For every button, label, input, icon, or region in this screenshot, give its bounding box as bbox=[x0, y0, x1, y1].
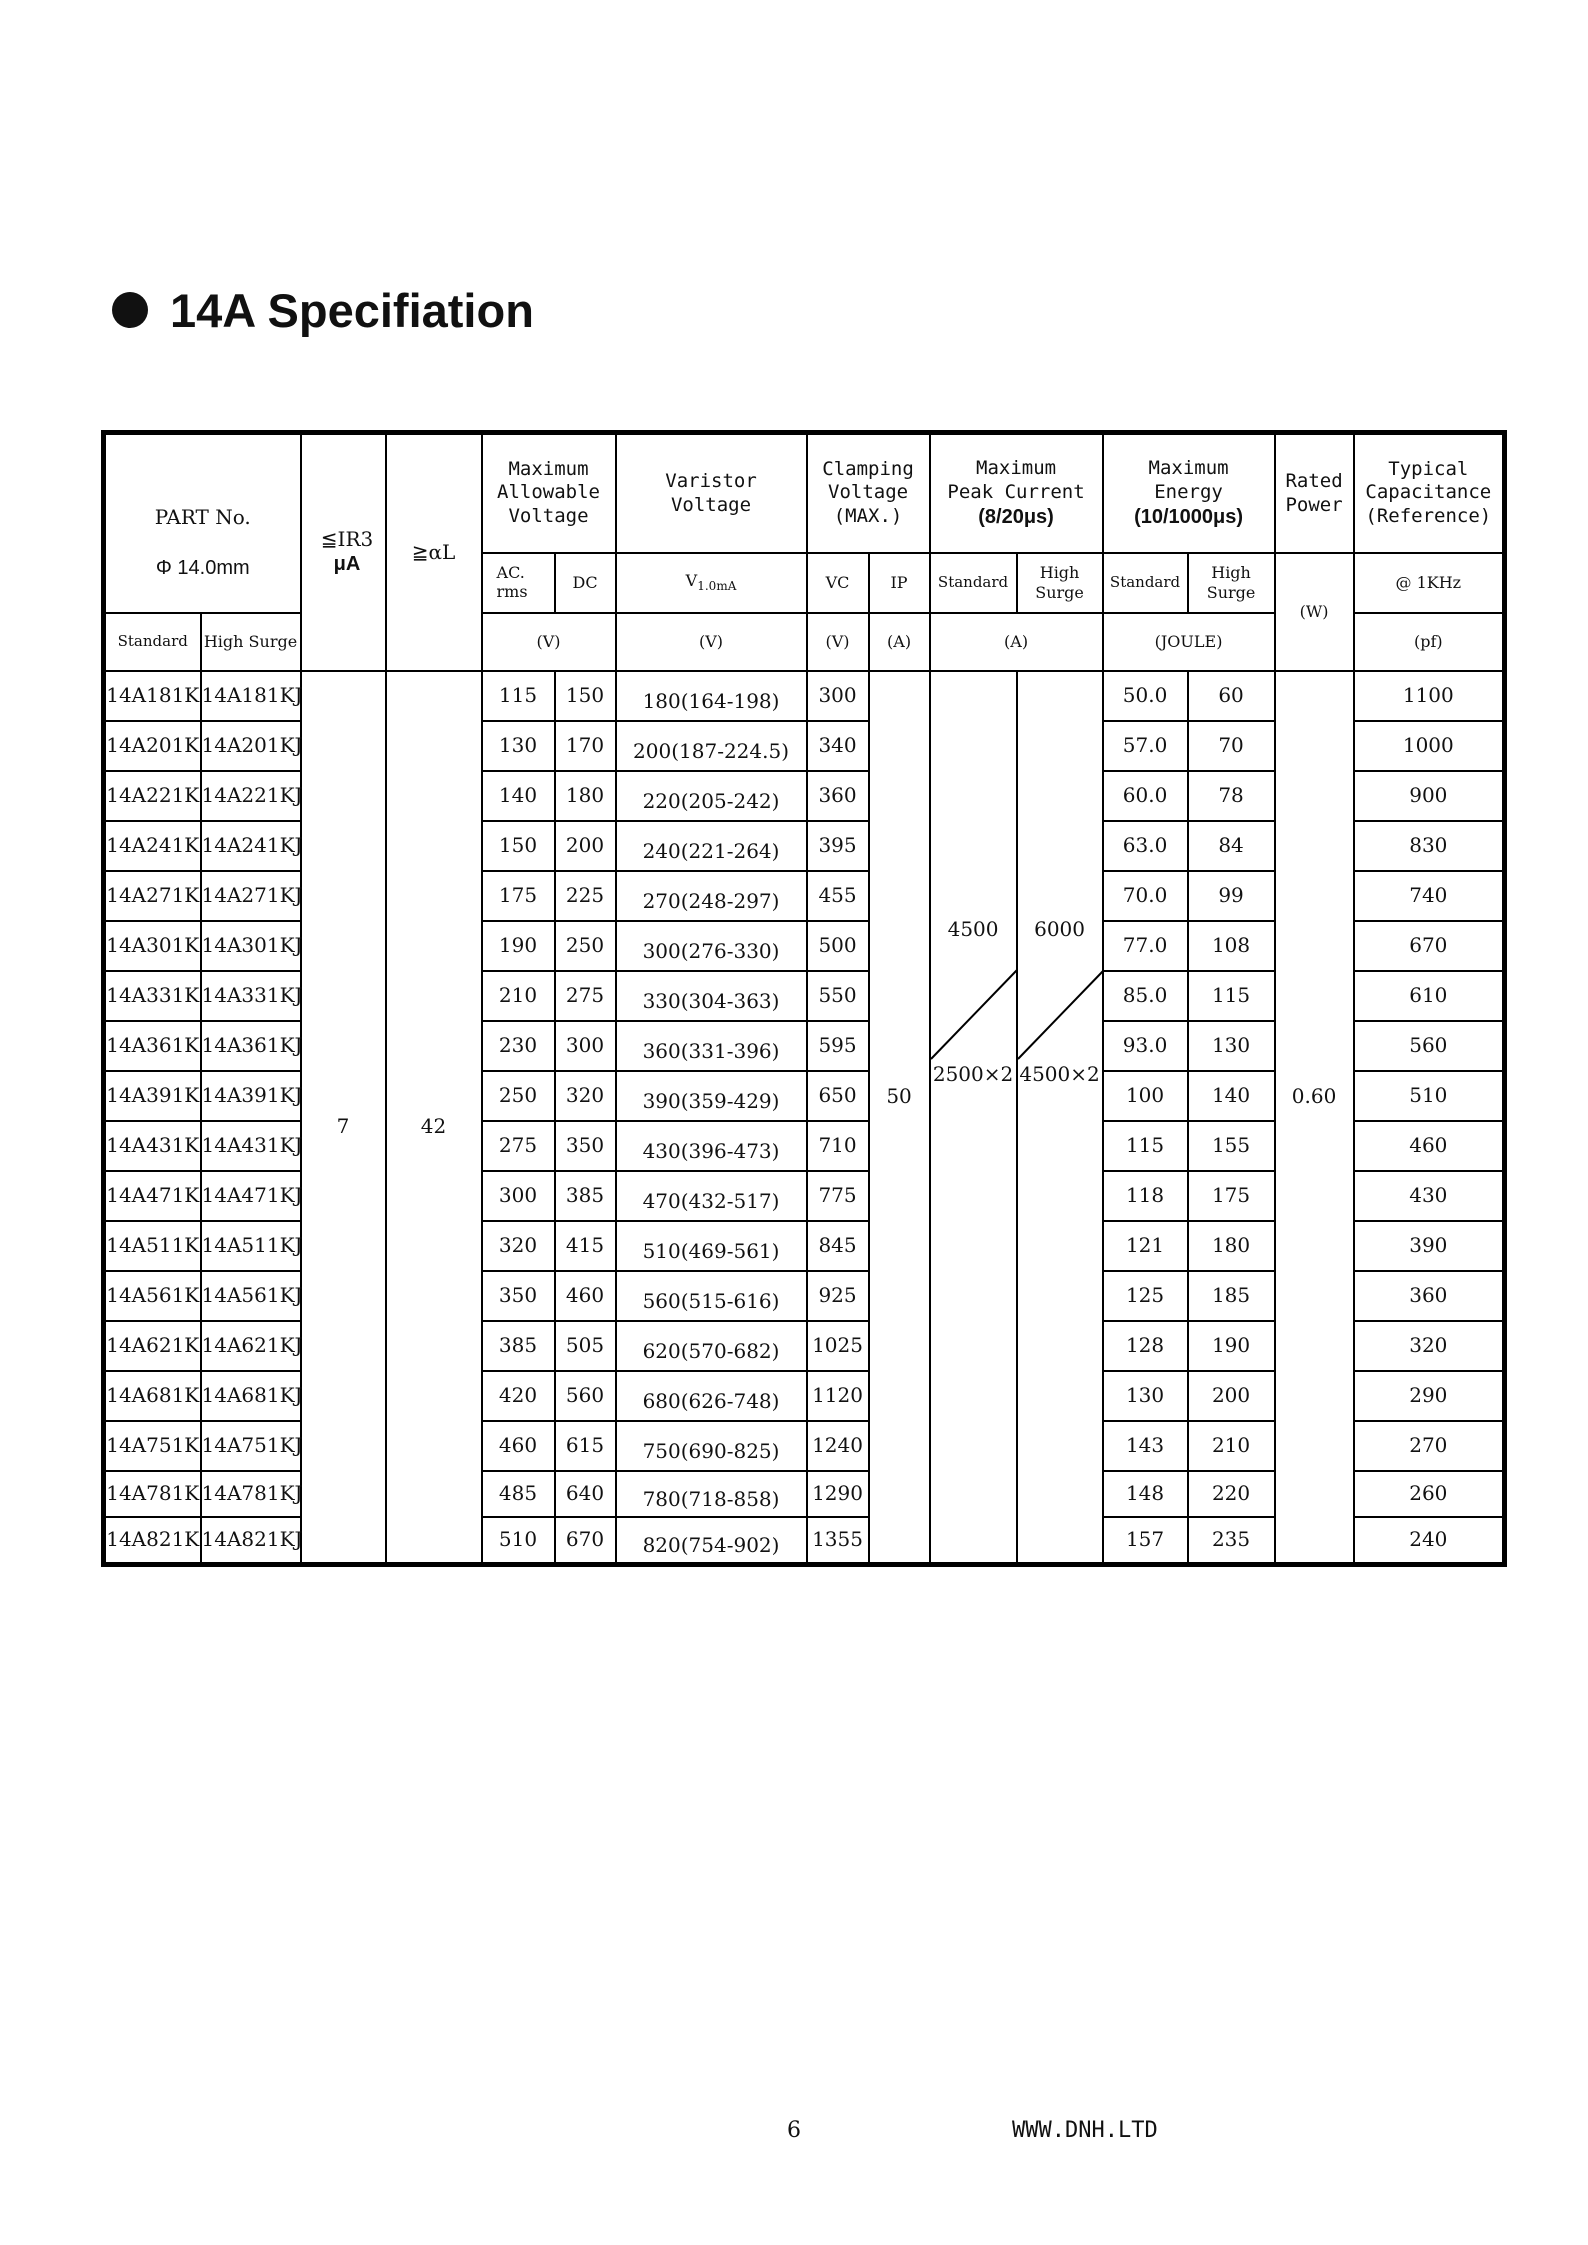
ac-rms-value: 150 bbox=[482, 821, 555, 871]
ac-rms-value: 250 bbox=[482, 1071, 555, 1121]
part-standard: 14A271K bbox=[104, 871, 201, 921]
ip-value: 50 bbox=[869, 671, 930, 1565]
ip-header: IP bbox=[869, 553, 930, 613]
vc-value: 1120 bbox=[807, 1371, 869, 1421]
capacitance-value: 900 bbox=[1354, 771, 1505, 821]
varistor-unit: (V) bbox=[616, 613, 807, 671]
dc-value: 670 bbox=[555, 1517, 616, 1565]
energy-standard-value: 115 bbox=[1103, 1121, 1188, 1171]
energy-high-surge-value: 115 bbox=[1188, 971, 1275, 1021]
energy-high-surge-value: 84 bbox=[1188, 821, 1275, 871]
dc-value: 415 bbox=[555, 1221, 616, 1271]
part-high-surge: 14A431KJ bbox=[201, 1121, 301, 1171]
ir-value: 7 bbox=[301, 671, 386, 1565]
ac-rms-value: 115 bbox=[482, 671, 555, 721]
part-high-surge: 14A561KJ bbox=[201, 1271, 301, 1321]
dc-value: 250 bbox=[555, 921, 616, 971]
part-high-surge: 14A271KJ bbox=[201, 871, 301, 921]
energy-standard-value: 143 bbox=[1103, 1421, 1188, 1471]
energy-high-surge-value: 140 bbox=[1188, 1071, 1275, 1121]
table-row bbox=[104, 671, 1505, 721]
energy-high-surge-value: 130 bbox=[1188, 1021, 1275, 1071]
capacitance-unit: (pf) bbox=[1354, 613, 1505, 671]
part-standard: 14A431K bbox=[104, 1121, 201, 1171]
capacitance-value: 1000 bbox=[1354, 721, 1505, 771]
ac-rms-value: 350 bbox=[482, 1271, 555, 1321]
vc-value: 340 bbox=[807, 721, 869, 771]
peak-value-top: 4500 bbox=[947, 916, 999, 941]
vc-value: 775 bbox=[807, 1171, 869, 1221]
energy-high-surge-value: 185 bbox=[1188, 1271, 1275, 1321]
part-standard: 14A361K bbox=[104, 1021, 201, 1071]
energy-high-surge-value: 70 bbox=[1188, 721, 1275, 771]
ac-rms-value: 230 bbox=[482, 1021, 555, 1071]
peak-high-surge-header: High Surge bbox=[1017, 553, 1103, 613]
part-high-surge: 14A751KJ bbox=[201, 1421, 301, 1471]
part-high-surge: 14A201KJ bbox=[201, 721, 301, 771]
dc-value: 170 bbox=[555, 721, 616, 771]
ac-rms-value: 385 bbox=[482, 1321, 555, 1371]
dc-value: 560 bbox=[555, 1371, 616, 1421]
vc-value: 550 bbox=[807, 971, 869, 1021]
energy-standard-header: Standard bbox=[1103, 553, 1188, 613]
dc-value: 640 bbox=[555, 1471, 616, 1517]
ac-rms-value: 320 bbox=[482, 1221, 555, 1271]
power-unit: (W) bbox=[1275, 553, 1354, 671]
part-standard: 14A331K bbox=[104, 971, 201, 1021]
voltage-unit: (V) bbox=[482, 613, 616, 671]
part-standard: 14A471K bbox=[104, 1171, 201, 1221]
part-high-surge: 14A331KJ bbox=[201, 971, 301, 1021]
dc-value: 200 bbox=[555, 821, 616, 871]
header-row-1 bbox=[104, 433, 1505, 553]
ac-rms-value: 510 bbox=[482, 1517, 555, 1565]
dc-value: 460 bbox=[555, 1271, 616, 1321]
part-standard: 14A621K bbox=[104, 1321, 201, 1371]
ac-rms-value: 175 bbox=[482, 871, 555, 921]
part-standard: 14A201K bbox=[104, 721, 201, 771]
dc-value: 615 bbox=[555, 1421, 616, 1471]
part-high-surge: 14A511KJ bbox=[201, 1221, 301, 1271]
vc-value: 595 bbox=[807, 1021, 869, 1071]
capacitance-value: 240 bbox=[1354, 1517, 1505, 1565]
dc-value: 300 bbox=[555, 1021, 616, 1071]
vc-value: 845 bbox=[807, 1221, 869, 1271]
capacitance-value: 830 bbox=[1354, 821, 1505, 871]
vc-value: 1290 bbox=[807, 1471, 869, 1517]
peak-standard-value bbox=[930, 671, 1017, 1565]
high-surge-col-header: High Surge bbox=[201, 613, 301, 671]
dc-value: 505 bbox=[555, 1321, 616, 1371]
bullet-icon bbox=[112, 292, 148, 328]
energy-standard-value: 77.0 bbox=[1103, 921, 1188, 971]
rated-power-value: 0.60 bbox=[1275, 671, 1354, 1565]
ac-rms-value: 460 bbox=[482, 1421, 555, 1471]
vc-value: 300 bbox=[807, 671, 869, 721]
ac-rms-value: 485 bbox=[482, 1471, 555, 1517]
vc-value: 650 bbox=[807, 1071, 869, 1121]
dc-value: 320 bbox=[555, 1071, 616, 1121]
energy-header: Maximum Energy (10/1000μs) bbox=[1103, 433, 1275, 553]
part-high-surge: 14A181KJ bbox=[201, 671, 301, 721]
capacitance-value: 260 bbox=[1354, 1471, 1505, 1517]
ac-rms-value: 190 bbox=[482, 921, 555, 971]
ir-header: ≦IR3 μA bbox=[301, 433, 386, 671]
ac-rms-value: 420 bbox=[482, 1371, 555, 1421]
ac-rms-value: 275 bbox=[482, 1121, 555, 1171]
energy-standard-value: 93.0 bbox=[1103, 1021, 1188, 1071]
dc-value: 180 bbox=[555, 771, 616, 821]
ac-rms-value: 300 bbox=[482, 1171, 555, 1221]
vc-value: 455 bbox=[807, 871, 869, 921]
varistor-voltage-value: 180(164-198) bbox=[616, 671, 807, 721]
capacitance-value: 610 bbox=[1354, 971, 1505, 1021]
ip-unit: (A) bbox=[869, 613, 930, 671]
varistor-voltage-value: 780(718-858) bbox=[616, 1471, 807, 1517]
varistor-voltage-value: 820(754-902) bbox=[616, 1517, 807, 1565]
peak-current-header: Maximum Peak Current (8/20μs) bbox=[930, 433, 1103, 553]
part-high-surge: 14A391KJ bbox=[201, 1071, 301, 1121]
part-standard: 14A221K bbox=[104, 771, 201, 821]
capacitance-value: 360 bbox=[1354, 1271, 1505, 1321]
capacitance-header: Typical Capacitance (Reference) bbox=[1354, 433, 1505, 553]
energy-standard-value: 125 bbox=[1103, 1271, 1188, 1321]
varistor-voltage-header: Varistor Voltage bbox=[616, 433, 807, 553]
varistor-voltage-value: 240(221-264) bbox=[616, 821, 807, 871]
website: WWW.DNH.LTD bbox=[1012, 2118, 1158, 2143]
part-standard: 14A681K bbox=[104, 1371, 201, 1421]
dc-value: 350 bbox=[555, 1121, 616, 1171]
peak-divider bbox=[931, 672, 1017, 1566]
dc-value: 385 bbox=[555, 1171, 616, 1221]
part-standard: 14A511K bbox=[104, 1221, 201, 1271]
energy-high-surge-value: 60 bbox=[1188, 671, 1275, 721]
max-allowable-voltage-header: Maximum Allowable Voltage bbox=[482, 433, 616, 553]
vc-value: 395 bbox=[807, 821, 869, 871]
vc-value: 360 bbox=[807, 771, 869, 821]
energy-standard-value: 57.0 bbox=[1103, 721, 1188, 771]
part-high-surge: 14A361KJ bbox=[201, 1021, 301, 1071]
dc-value: 150 bbox=[555, 671, 616, 721]
varistor-voltage-value: 390(359-429) bbox=[616, 1071, 807, 1121]
ac-rms-value: 210 bbox=[482, 971, 555, 1021]
energy-standard-value: 100 bbox=[1103, 1071, 1188, 1121]
energy-high-surge-value: 175 bbox=[1188, 1171, 1275, 1221]
varistor-voltage-value: 200(187-224.5) bbox=[616, 721, 807, 771]
part-standard: 14A781K bbox=[104, 1471, 201, 1517]
alpha-header: ≧αL bbox=[386, 433, 482, 671]
capacitance-value: 290 bbox=[1354, 1371, 1505, 1421]
energy-high-surge-value: 99 bbox=[1188, 871, 1275, 921]
peak-divider bbox=[1018, 672, 1104, 1566]
varistor-voltage-value: 680(626-748) bbox=[616, 1371, 807, 1421]
varistor-voltage-value: 220(205-242) bbox=[616, 771, 807, 821]
peak-high-surge-value bbox=[1017, 671, 1103, 1565]
capacitance-value: 560 bbox=[1354, 1021, 1505, 1071]
vc-value: 1025 bbox=[807, 1321, 869, 1371]
energy-standard-value: 60.0 bbox=[1103, 771, 1188, 821]
energy-standard-value: 148 bbox=[1103, 1471, 1188, 1517]
energy-standard-value: 50.0 bbox=[1103, 671, 1188, 721]
part-standard: 14A301K bbox=[104, 921, 201, 971]
part-standard: 14A751K bbox=[104, 1421, 201, 1471]
peak-value-bottom: 2500×2 bbox=[932, 1061, 1014, 1086]
vc-header: VC bbox=[807, 553, 869, 613]
part-high-surge: 14A221KJ bbox=[201, 771, 301, 821]
part-standard: 14A181K bbox=[104, 671, 201, 721]
varistor-voltage-value: 470(432-517) bbox=[616, 1171, 807, 1221]
vc-value: 925 bbox=[807, 1271, 869, 1321]
spec-table bbox=[101, 430, 1507, 1567]
capacitance-value: 740 bbox=[1354, 871, 1505, 921]
spec-body bbox=[104, 671, 1505, 1565]
part-standard: 14A391K bbox=[104, 1071, 201, 1121]
peak-value-top: 6000 bbox=[1034, 916, 1085, 941]
energy-high-surge-value: 180 bbox=[1188, 1221, 1275, 1271]
peak-unit: (A) bbox=[930, 613, 1103, 671]
capacitance-value: 270 bbox=[1354, 1421, 1505, 1471]
dc-value: 225 bbox=[555, 871, 616, 921]
energy-high-surge-value: 210 bbox=[1188, 1421, 1275, 1471]
rated-power-header: Rated Power bbox=[1275, 433, 1354, 553]
peak-diagonal-line bbox=[1018, 970, 1104, 1059]
varistor-voltage-value: 360(331-396) bbox=[616, 1021, 807, 1071]
part-standard: 14A561K bbox=[104, 1271, 201, 1321]
vc-value: 710 bbox=[807, 1121, 869, 1171]
ac-rms-header: AC. rms bbox=[482, 553, 555, 613]
capacitance-value: 320 bbox=[1354, 1321, 1505, 1371]
energy-high-surge-value: 190 bbox=[1188, 1321, 1275, 1371]
part-high-surge: 14A681KJ bbox=[201, 1371, 301, 1421]
khz-header: @ 1KHz bbox=[1354, 553, 1505, 613]
part-high-surge: 14A471KJ bbox=[201, 1171, 301, 1221]
peak-standard-header: Standard bbox=[930, 553, 1017, 613]
part-standard: 14A241K bbox=[104, 821, 201, 871]
peak-value-bottom: 4500×2 bbox=[1019, 1061, 1100, 1086]
clamping-voltage-header: Clamping Voltage (MAX.) bbox=[807, 433, 930, 553]
part-high-surge: 14A621KJ bbox=[201, 1321, 301, 1371]
part-high-surge: 14A241KJ bbox=[201, 821, 301, 871]
dc-value: 275 bbox=[555, 971, 616, 1021]
varistor-voltage-value: 330(304-363) bbox=[616, 971, 807, 1021]
energy-high-surge-value: 200 bbox=[1188, 1371, 1275, 1421]
energy-high-surge-value: 220 bbox=[1188, 1471, 1275, 1517]
peak-diagonal-line bbox=[931, 970, 1017, 1059]
energy-standard-value: 70.0 bbox=[1103, 871, 1188, 921]
vc-value: 500 bbox=[807, 921, 869, 971]
varistor-voltage-value: 560(515-616) bbox=[616, 1271, 807, 1321]
v1ma-header: $V_{1.0mA}$ bbox=[616, 553, 807, 613]
energy-standard-value: 85.0 bbox=[1103, 971, 1188, 1021]
dc-header: DC bbox=[555, 553, 616, 613]
vc-value: 1355 bbox=[807, 1517, 869, 1565]
capacitance-value: 390 bbox=[1354, 1221, 1505, 1271]
capacitance-value: 460 bbox=[1354, 1121, 1505, 1171]
capacitance-value: 670 bbox=[1354, 921, 1505, 971]
part-high-surge: 14A301KJ bbox=[201, 921, 301, 971]
varistor-voltage-value: 620(570-682) bbox=[616, 1321, 807, 1371]
ac-rms-value: 140 bbox=[482, 771, 555, 821]
energy-high-surge-value: 155 bbox=[1188, 1121, 1275, 1171]
ac-rms-value: 130 bbox=[482, 721, 555, 771]
energy-high-surge-value: 235 bbox=[1188, 1517, 1275, 1565]
varistor-voltage-value: 510(469-561) bbox=[616, 1221, 807, 1271]
energy-standard-value: 121 bbox=[1103, 1221, 1188, 1271]
energy-high-surge-value: 78 bbox=[1188, 771, 1275, 821]
energy-standard-value: 157 bbox=[1103, 1517, 1188, 1565]
part-high-surge: 14A821KJ bbox=[201, 1517, 301, 1565]
alpha-value: 42 bbox=[386, 671, 482, 1565]
varistor-voltage-value: 270(248-297) bbox=[616, 871, 807, 921]
vc-value: 1240 bbox=[807, 1421, 869, 1471]
section-title-text: 14A Specifiation bbox=[170, 283, 534, 337]
standard-col-header: Standard bbox=[104, 613, 201, 671]
part-no-header: PART No. Φ 14.0mm bbox=[104, 433, 301, 613]
energy-standard-value: 118 bbox=[1103, 1171, 1188, 1221]
energy-standard-value: 128 bbox=[1103, 1321, 1188, 1371]
energy-high-surge-header: High Surge bbox=[1188, 553, 1275, 613]
energy-high-surge-value: 108 bbox=[1188, 921, 1275, 971]
part-high-surge: 14A781KJ bbox=[201, 1471, 301, 1517]
section-title bbox=[112, 280, 534, 340]
capacitance-value: 430 bbox=[1354, 1171, 1505, 1221]
varistor-voltage-value: 750(690-825) bbox=[616, 1421, 807, 1471]
part-standard: 14A821K bbox=[104, 1517, 201, 1565]
vc-unit: (V) bbox=[807, 613, 869, 671]
energy-unit: (JOULE) bbox=[1103, 613, 1275, 671]
capacitance-value: 510 bbox=[1354, 1071, 1505, 1121]
varistor-voltage-value: 300(276-330) bbox=[616, 921, 807, 971]
energy-standard-value: 130 bbox=[1103, 1371, 1188, 1421]
energy-standard-value: 63.0 bbox=[1103, 821, 1188, 871]
page-number: 6 bbox=[787, 2118, 801, 2143]
varistor-voltage-value: 430(396-473) bbox=[616, 1121, 807, 1171]
capacitance-value: 1100 bbox=[1354, 671, 1505, 721]
